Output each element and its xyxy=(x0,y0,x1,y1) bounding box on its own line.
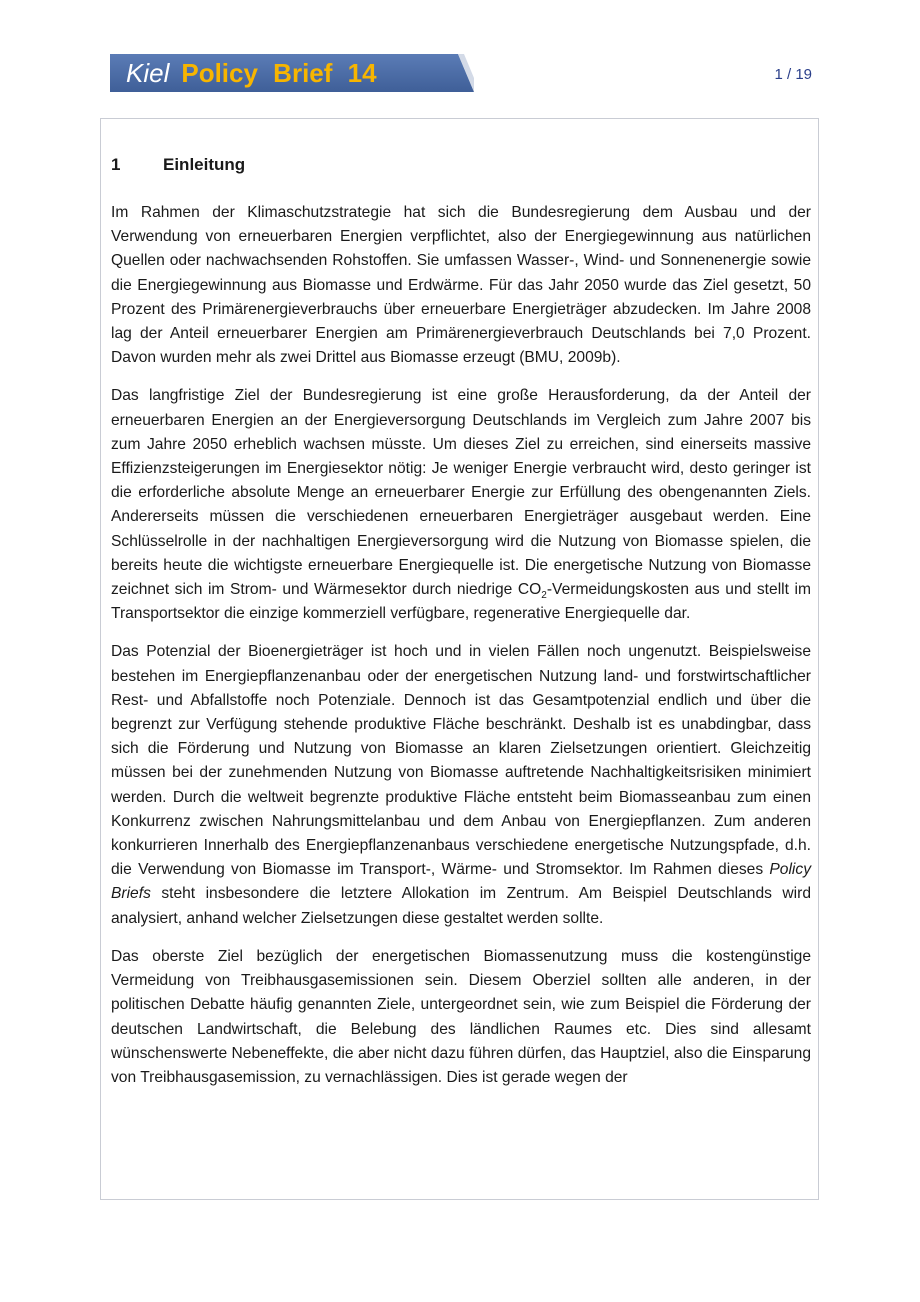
co2-subscript: 2 xyxy=(541,590,547,602)
policy-briefs-emphasis: Policy Briefs xyxy=(111,861,811,903)
body-text xyxy=(111,201,811,1104)
paragraph-3 xyxy=(111,640,811,930)
paragraph-3-text-b: steht insbesondere die letztere Allokation im Zentrum. Am Beispiel Deutschlands wird analysiert, anhand welcher Zielsetzungen diese gestaltet werden sollte. xyxy=(111,885,811,927)
brand-kiel: Kiel xyxy=(126,58,170,88)
section-title: Einleitung xyxy=(163,155,246,174)
section-number: 1 xyxy=(111,155,121,174)
paragraph-3-text-a: Das Potenzial der Bioenergieträger ist hoch und in vielen Fällen noch ungenutzt. Beispielsweise bestehen im Energiepflanzenanbau oder der energetischen Nutzung land- und forstwirtschaftlicher Rest- und Abfallstoffe noch Potenziale. Dennoch ist das Gesamtpotenzial endlich und über die begrenzt zur Verfügung stehende produktive Fläche beschränkt. Deshalb ist es unabdingbar, dass sich die Förderung und Nutzung von Biomasse an klaren Zielsetzungen orientiert. Gleichzeitig müssen bei der zunehmenden Nutzung von Biomasse auftretende Nachhaltigkeitsrisiken minimiert werden. Durch die weltweit begrenzte produktive Fläche entsteht beim Biomasseanbau zum einen Konkurrenz zwischen Nahrungsmittelanbau und dem Anbau von Energiepflanzen. Zum anderen konkurrieren Innerhalb des Energiepflanzenanbaus verschiedene energetische Nutzungspfade, d.h. die Verwendung von Biomasse im Transport-, Wärme- und Stromsektor. Im Rahmen dieses xyxy=(111,643,811,879)
series-name: Policy Brief 14 xyxy=(181,58,377,88)
paragraph-2 xyxy=(111,384,811,626)
page-indicator: 1 / 19 xyxy=(774,66,812,83)
section-heading xyxy=(111,155,245,175)
header-banner xyxy=(110,54,474,92)
publication-title xyxy=(126,56,377,90)
paragraph-2-text-a: Das langfristige Ziel der Bundesregierung ist eine große Herausforderung, da der Anteil der erneuerbaren Energien an der Energieversorgung Deutschlands im Vergleich zum Jahre 2007 bis zum Jahre 2050 erheblich wachsen müsste. Um dieses Ziel zu erreichen, sind einerseits massive Effizienzsteigerungen im Energiesektor nötig: Je weniger Energie verbraucht wird, desto geringer ist die erforderliche absolute Menge an erneuerbarer Energie zur Erfüllung des obengenannten Ziels. Andererseits müssen die verschiedenen erneuerbaren Energieträger ausgebaut werden. Eine Schlüsselrolle in der nachhaltigen Energieversorgung wird die Nutzung von Biomasse spielen, die bereits heute die wichtigste erneuerbare Energiequelle ist. Die energetische Nutzung von Biomasse zeichnet sich im Strom- und Wärmesektor durch niedrige CO xyxy=(111,387,811,599)
content-frame xyxy=(100,118,819,1200)
paragraph-1: Im Rahmen der Klimaschutzstrategie hat sich die Bundesregierung dem Ausbau und der Verwendung von erneuerbaren Energien verpflichtet, also der Energiegewinnung aus natürlichen Quellen oder nachwachsenden Rohstoffen. Sie umfassen Wasser-, Wind- und Sonnenenergie sowie die Energiegewinnung aus Biomasse und Erdwärme. Für das Jahr 2050 wurde das Ziel gesetzt, 50 Prozent des Primärenergieverbrauchs über erneuerbare Energieträger abzudecken. Im Jahre 2008 lag der Anteil erneuerbarer Energien am Primärenergieverbrauch Deutschlands bei 7,0 Prozent. Davon wurden mehr als zwei Drittel aus Biomasse erzeugt (BMU, 2009b). xyxy=(111,204,811,367)
paragraph-2-text-b: -Vermeidungskosten aus und stellt im Transportsektor die einzige kommerziell verfügbare, regenerative Energiequelle dar. xyxy=(111,581,811,623)
paragraph-4: Das oberste Ziel bezüglich der energetischen Biomassenutzung muss die kostengünstige Vermeidung von Treibhausgasemissionen sein. Diesem Oberziel sollten alle anderen, in der politischen Debatte häufig genannten Ziele, untergeordnet sein, wie zum Beispiel die Förderung der deutschen Landwirtschaft, die Belebung des ländlichen Raumes etc. Dies sind allesamt wünschenswerte Nebeneffekte, die aber nicht dazu führen dürfen, das Hauptziel, also die Einsparung von Treibhausgasemission, zu vernachlässigen. Dies ist gerade wegen der xyxy=(111,947,811,1086)
